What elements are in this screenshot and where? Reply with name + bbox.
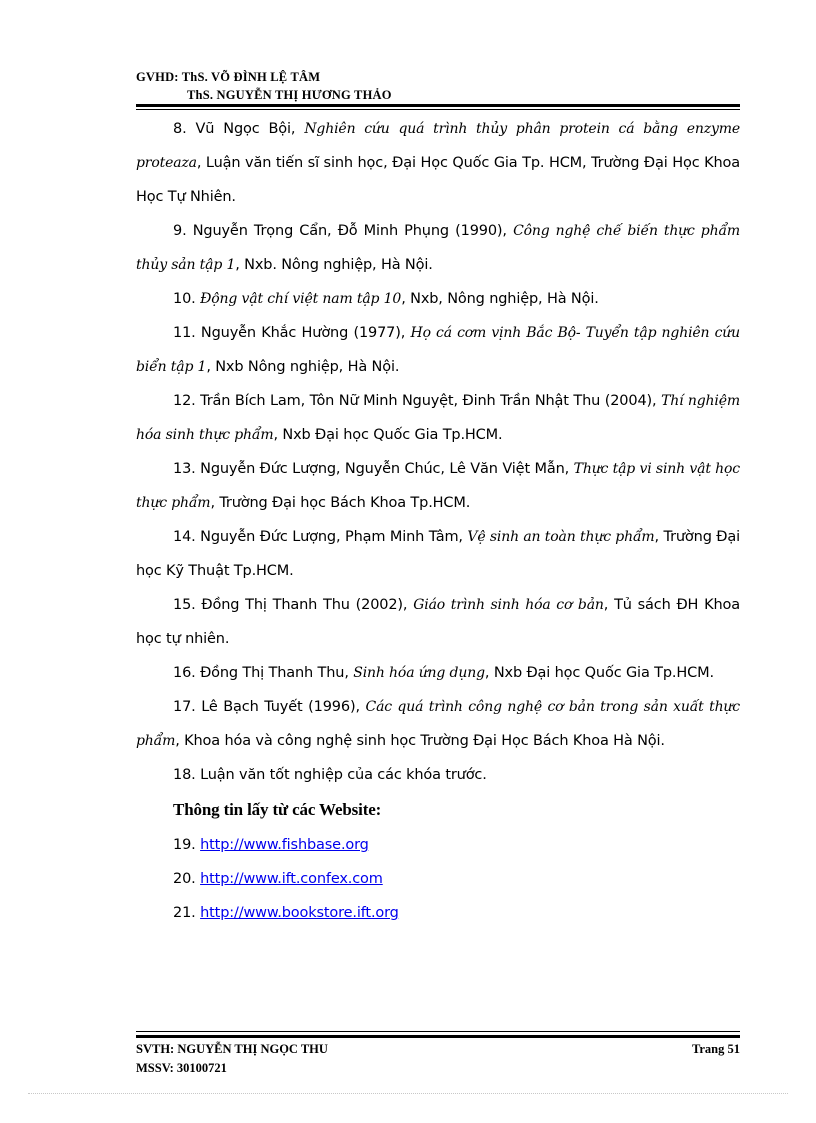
header-rule-thin: [136, 109, 740, 110]
reference-item: 13. Nguyễn Đức Lượng, Nguyễn Chúc, Lê Văn Việt Mẫn, Thực tập vi sinh vật học thực phẩm, Trường Đại học Bách Khoa Tp.HCM.: [136, 461, 740, 511]
website-item: 20. http://www.ift.confex.com: [173, 871, 383, 887]
advisor-line-2: ThS. NGUYỄN THỊ HƯƠNG THẢO: [187, 88, 392, 102]
website-link[interactable]: http://www.ift.confex.com: [200, 871, 383, 887]
reference-title: Nghiên cứu quá trình thủy phân protein cá bằng enzyme proteaza: [136, 121, 740, 171]
reference-title: Động vật chí việt nam tập 10: [200, 291, 402, 307]
page-footer: [136, 1040, 740, 1078]
reference-title: Sinh hóa ứng dụng: [353, 665, 485, 681]
website-item: 19. http://www.fishbase.org: [173, 837, 369, 853]
page-header: [136, 68, 740, 104]
reference-title: Họ cá cơm vịnh Bắc Bộ- Tuyển tập nghiên cứu biển tập 1: [136, 325, 741, 375]
reference-item: 17. Lê Bạch Tuyết (1996), Các quá trình công nghệ cơ bản trong sản xuất thực phẩm, Khoa hóa và công nghệ sinh học Trường Đại Học Bách Khoa Hà Nội.: [136, 699, 740, 749]
footer-rule-thin: [136, 1031, 740, 1032]
reference-item: 16. Đồng Thị Thanh Thu, Sinh hóa ứng dụng, Nxb Đại học Quốc Gia Tp.HCM.: [173, 665, 714, 681]
reference-title: Vệ sinh an toàn thực phẩm: [467, 529, 655, 545]
reference-title: Thực tập vi sinh vật học thực phẩm: [136, 461, 740, 511]
website-item: 21. http://www.bookstore.ift.org: [173, 905, 399, 921]
reference-item: 15. Đồng Thị Thanh Thu (2002), Giáo trình sinh hóa cơ bản, Tủ sách ĐH Khoa học tự nhiên.: [136, 597, 740, 647]
advisor-line-1: GVHD: ThS. VÕ ĐÌNH LỆ TÂM: [136, 70, 321, 84]
reference-item: 8. Vũ Ngọc Bội, Nghiên cứu quá trình thủy phân protein cá bằng enzyme proteaza, Luận văn tiến sĩ sinh học, Đại Học Quốc Gia Tp. HCM, Trường Đại Học Khoa Học Tự Nhiên.: [136, 121, 740, 205]
websites-heading: Thông tin lấy từ các Website:: [173, 800, 382, 819]
reference-item: 18. Luận văn tốt nghiệp của các khóa trước.: [173, 767, 487, 783]
reference-item: 10. Động vật chí việt nam tập 10, Nxb, Nông nghiệp, Hà Nội.: [173, 291, 599, 307]
page-bottom-divider: [28, 1093, 788, 1094]
reference-item: 12. Trần Bích Lam, Tôn Nữ Minh Nguyệt, Đinh Trần Nhật Thu (2004), Thí nghiệm hóa sinh thực phẩm, Nxb Đại học Quốc Gia Tp.HCM.: [136, 393, 740, 443]
student-id: MSSV: 30100721: [136, 1061, 227, 1075]
header-rule-thick: [136, 104, 740, 107]
student-name: SVTH: NGUYỄN THỊ NGỌC THU: [136, 1042, 328, 1056]
reference-title: Giáo trình sinh hóa cơ bản: [413, 597, 604, 613]
reference-title: Công nghệ chế biến thực phẩm thủy sản tập 1: [136, 223, 740, 273]
reference-item: 11. Nguyễn Khắc Hường (1977), Họ cá cơm vịnh Bắc Bộ- Tuyển tập nghiên cứu biển tập 1, Nxb Nông nghiệp, Hà Nội.: [136, 325, 741, 375]
footer-rule-thick: [136, 1035, 740, 1038]
reference-title: Các quá trình công nghệ cơ bản trong sản xuất thực phẩm: [136, 699, 740, 749]
reference-item: 14. Nguyễn Đức Lượng, Phạm Minh Tâm, Vệ sinh an toàn thực phẩm, Trường Đại học Kỹ Thuật Tp.HCM.: [136, 529, 740, 579]
page-number: Trang 51: [691, 1042, 740, 1056]
reference-list: [136, 112, 740, 930]
reference-title: Thí nghiệm hóa sinh thực phẩm: [136, 393, 740, 443]
website-link[interactable]: http://www.fishbase.org: [200, 837, 369, 853]
website-link[interactable]: http://www.bookstore.ift.org: [200, 905, 399, 921]
reference-item: 9. Nguyễn Trọng Cẩn, Đỗ Minh Phụng (1990), Công nghệ chế biến thực phẩm thủy sản tập 1, Nxb. Nông nghiệp, Hà Nội.: [136, 223, 740, 273]
